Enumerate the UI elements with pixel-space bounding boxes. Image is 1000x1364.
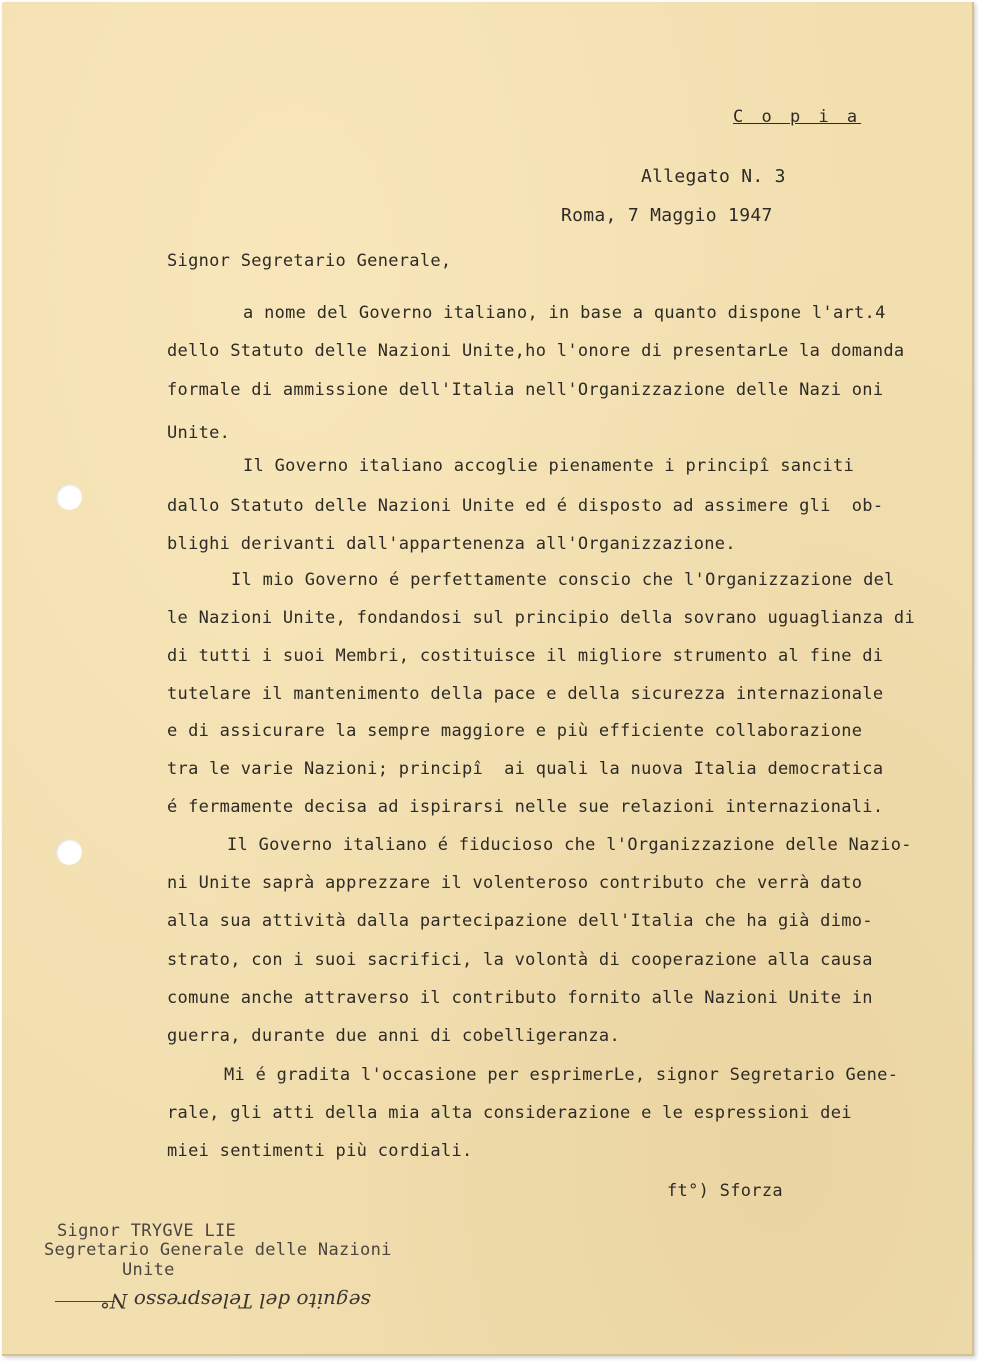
body-line: Mi é gradita l'occasione per esprimerLe, signor Segretario Gene-	[224, 1065, 899, 1085]
body-line: comune anche attraverso il contributo fornito alle Nazioni Unite in	[167, 988, 873, 1008]
body-line: miei sentimenti più cordiali.	[167, 1141, 473, 1161]
body-line: Il Governo italiano é fiducioso che l'Organizzazione delle Nazio-	[227, 835, 912, 855]
body-line: Il Governo italiano accoglie pienamente i principî sanciti	[243, 456, 855, 476]
allegato-label: Allegato N. 3	[641, 166, 786, 187]
body-line: tutelare il mantenimento della pace e della sicurezza internazionale	[167, 684, 884, 704]
addressee-line: Segretario Generale delle Nazioni	[44, 1240, 392, 1260]
body-line: rale, gli atti della mia alta considerazione e le espressioni dei	[167, 1103, 852, 1123]
punch-hole-bottom	[56, 839, 82, 865]
body-line: ni Unite saprà apprezzare il volenteroso contributo che verrà dato	[167, 873, 863, 893]
body-line: le Nazioni Unite, fondandosi sul principio della sovrano uguaglianza di	[167, 608, 915, 628]
addressee-line: Unite	[122, 1260, 175, 1280]
copia-heading: C o p i a	[733, 107, 862, 127]
body-line: di tutti i suoi Membri, costituisce il migliore strumento al fine di	[167, 646, 884, 666]
telespresso-stamp: seguito del Telespresso N°	[100, 1289, 371, 1313]
body-line: Unite.	[167, 423, 231, 443]
body-line: strato, con i suoi sacrifici, la volontà di cooperazione alla causa	[167, 950, 873, 970]
body-line: alla sua attività dalla partecipazione dell'Italia che ha già dimo-	[167, 911, 873, 931]
body-line: guerra, durante due anni di cobelligeranza.	[167, 1026, 620, 1046]
body-line: e di assicurare la sempre maggiore e più efficiente collaborazione	[167, 721, 863, 741]
addressee-line: Signor TRYGVE LIE	[57, 1221, 237, 1241]
body-line: dello Statuto delle Nazioni Unite,ho l'onore di presentarLe la domanda	[167, 341, 905, 361]
body-line: formale di ammissione dell'Italia nell'Organizzazione delle Nazi oni	[167, 380, 884, 400]
body-line: blighi derivanti dall'appartenenza all'Organizzazione.	[167, 534, 736, 554]
body-line: Il mio Governo é perfettamente conscio che l'Organizzazione del	[231, 570, 895, 590]
date-line: Roma, 7 Maggio 1947	[561, 205, 773, 226]
signature: ft°) Sforza	[667, 1181, 783, 1201]
body-line: a nome del Governo italiano, in base a quanto dispone l'art.4	[243, 303, 886, 323]
salutation: Signor Segretario Generale,	[167, 251, 452, 271]
body-line: é fermamente decisa ad ispirarsi nelle sue relazioni internazionali.	[167, 797, 884, 817]
punch-hole-top	[56, 484, 82, 510]
document-page	[2, 2, 974, 1356]
body-line: dallo Statuto delle Nazioni Unite ed é disposto ad assimere gli ob-	[167, 496, 884, 516]
body-line: tra le varie Nazioni; principî ai quali la nuova Italia democratica	[167, 759, 884, 779]
